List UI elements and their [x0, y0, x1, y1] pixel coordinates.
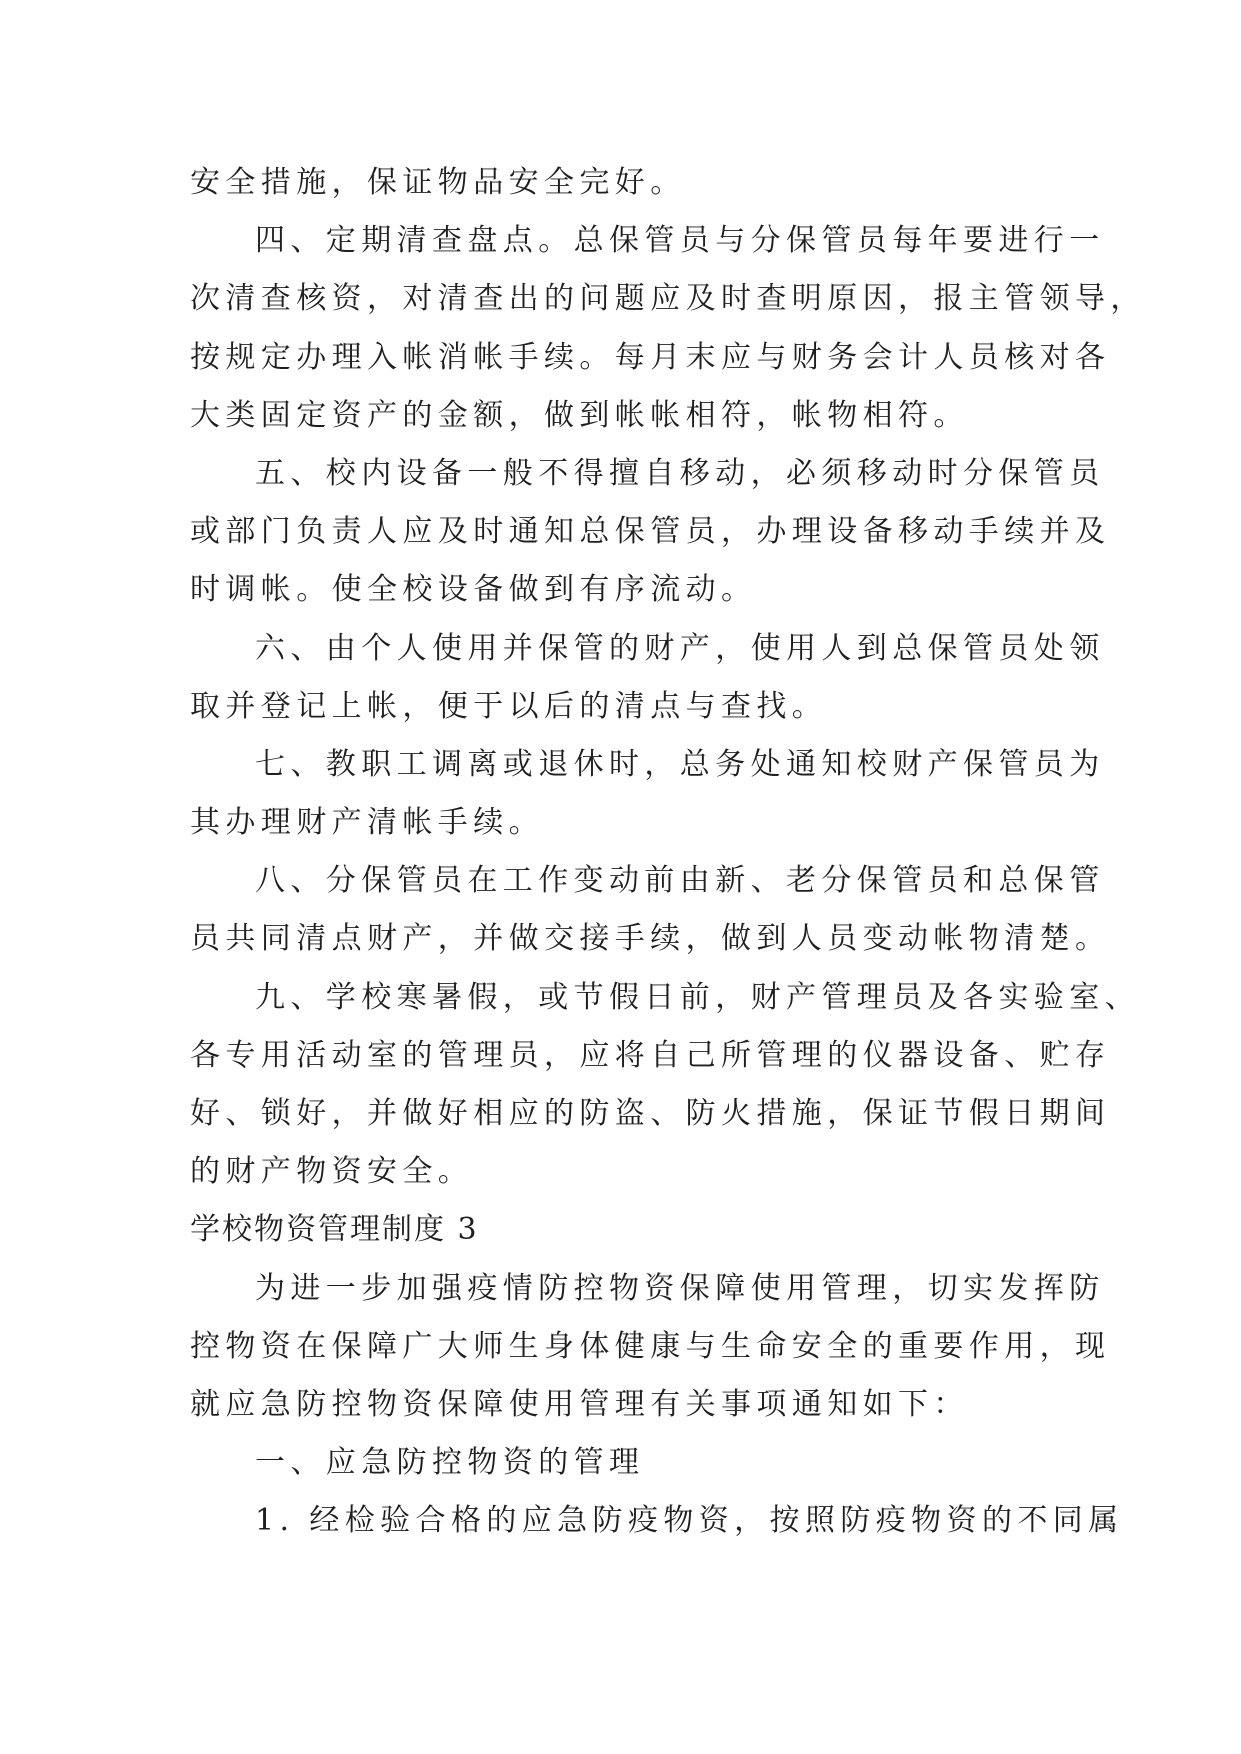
text-line: 安全措施，保证物品安全完好。 [190, 165, 686, 200]
text-line: 次清查核资，对清查出的问题应及时查明原因，报主管领导， [190, 281, 1146, 317]
text-line: 九、学校寒暑假，或节假日前，财产管理员及各实验室、 [255, 979, 1140, 1015]
text-line: 四、定期清查盘点。总保管员与分保管员每年要进行一 [255, 223, 1105, 259]
text-line: 其办理财产清帐手续。 [190, 805, 544, 841]
document-body [190, 154, 1146, 1551]
text-line: 各专用活动室的管理员，应将自己所管理的仪器设备、贮存 [190, 1037, 1111, 1073]
text-line: 就应急防控物资保障使用管理有关事项通知如下： [190, 1386, 969, 1422]
text-line: 为进一步加强疫情防控物资保障使用管理，切实发挥防 [255, 1270, 1105, 1306]
text-line: 五、校内设备一般不得擅自移动，必须移动时分保管员 [255, 455, 1105, 491]
text-line: 六、由个人使用并保管的财产，使用人到总保管员处领 [255, 630, 1105, 666]
text-line: 七、教职工调离或退休时，总务处通知校财产保管员为 [255, 746, 1105, 782]
text-line: 的财产物资安全。 [190, 1154, 474, 1190]
text-line: 1. 经检验合格的应急防疫物资，按照防疫物资的不同属 [255, 1503, 1124, 1539]
text-line: 按规定办理入帐消帐手续。每月末应与财务会计人员核对各 [190, 339, 1111, 375]
text-line: 好、锁好，并做好相应的防盗、防火措施，保证节假日期间 [190, 1096, 1111, 1131]
text-line: 大类固定资产的金额，做到帐帐相符，帐物相符。 [190, 397, 969, 433]
text-line: 一、应急防控物资的管理 [255, 1445, 645, 1481]
text-line: 八、分保管员在工作变动前由新、老分保管员和总保管 [255, 863, 1105, 899]
text-line: 取并登记上帐，便于以后的清点与查找。 [190, 688, 828, 724]
text-line: 员共同清点财产，并做交接手续，做到人员变动帐物清楚。 [190, 921, 1111, 957]
text-line: 时调帐。使全校设备做到有序流动。 [190, 572, 757, 608]
text-line: 或部门负责人应及时通知总保管员，办理设备移动手续并及 [190, 514, 1111, 550]
section-heading: 学校物资管理制度 3 [190, 1212, 479, 1248]
text-line: 控物资在保障广大师生身体健康与生命安全的重要作用，现 [190, 1328, 1111, 1364]
